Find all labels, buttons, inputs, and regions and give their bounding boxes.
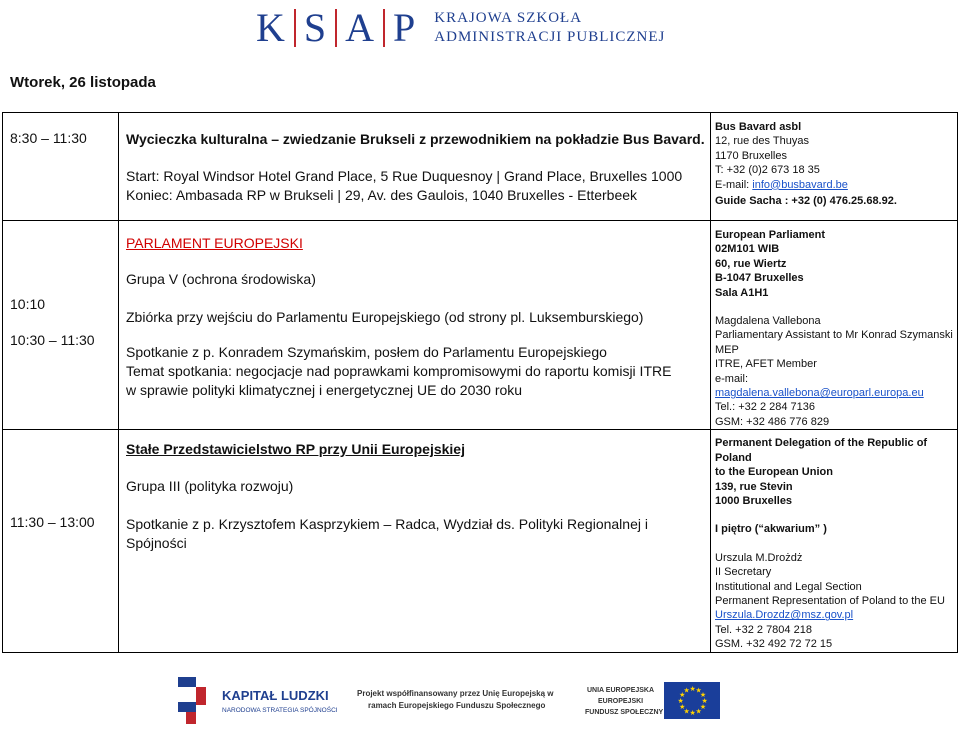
eu-text: UNIA EUROPEJSKA	[587, 687, 655, 694]
activity-cell: PARLAMENT EUROPEJSKI Grupa V (ochrona środowiska) Zbiórka przy wejściu do Parlamentu Europejskiego (od strony pl. Luksemburskiego) Spotkanie z p. Konradem Szymańskim, posłem do Parlamentu Europejskiego Temat spotkania: negocjacje nad poprawkami kompromisowymi do raportu komisji ITRE w sprawie polityki klimatycznej i energetycznej UE do 2030 roku	[119, 221, 711, 430]
logo-divider	[335, 9, 337, 47]
eu-star-icon: ★	[699, 692, 707, 699]
contact-cell: European Parliament 02M101 WIB 60, rue Wiertz B-1047 Bruxelles Sala A1H1 Magdalena Vallebona Parliamentary Assistant to Mr Konrad Szymanski MEP ITRE, AFET Member e-mail: magdalena.vallebona@europarl.europa.eu Tel.: +32 2 284 7136 GSM: +32 486 776 829	[711, 221, 958, 430]
activity-cell: Stałe Przedstawicielstwo RP przy Unii Europejskiej Grupa III (polityka rozwoju) Spotkanie z p. Krzysztofem Kasprzykiem – Radca, Wydział ds. Polityki Regionalnej i Spójności	[119, 430, 711, 652]
ksap-logo	[256, 4, 665, 51]
section-title: Stałe Przedstawicielstwo RP przy Unii Europejskiej	[126, 441, 465, 458]
footer-logos	[0, 672, 959, 727]
eu-star-icon: ★	[683, 708, 690, 716]
group-label: Grupa III (polityka rozwoju)	[126, 478, 294, 495]
eu-star-icon: ★	[679, 704, 686, 711]
ksap-letters	[256, 4, 416, 51]
page-footer	[0, 672, 959, 727]
kl-subtitle: NARODOWA STRATEGIA SPÓJNOŚCI	[222, 707, 338, 714]
kapital-ludzki-logo	[178, 677, 338, 724]
eu-text: EUROPEJSKI	[598, 698, 644, 705]
eu-star-icon: ★	[677, 698, 684, 705]
logo-divider	[294, 9, 296, 47]
table-row	[3, 113, 958, 221]
kl-title: KAPITAŁ LUDZKI	[222, 688, 329, 703]
activity-title: Wycieczka kulturalna – zwiedzanie Brukseli z przewodnikiem na pokładzie Bus Bavard.	[126, 131, 705, 147]
eu-star-icon: ★	[689, 686, 696, 693]
email-link[interactable]: info@busbavard.be	[752, 178, 848, 191]
email-link[interactable]: magdalena.vallebona@europarl.europa.eu	[715, 387, 924, 400]
email-link[interactable]: Urszula.Drozdz@msz.gov.pl	[715, 609, 854, 622]
eu-star-icon: ★	[679, 692, 686, 699]
page-header	[0, 0, 959, 60]
logo-letter: K	[256, 5, 286, 50]
date-heading: Wtorek, 26 listopada	[10, 74, 156, 91]
table-row	[3, 221, 958, 430]
logo-letter: P	[393, 5, 417, 50]
group-label: Grupa V (ochrona środowiska)	[126, 271, 316, 287]
eu-logo	[585, 682, 720, 719]
kl-block	[186, 712, 196, 724]
project-text: Projekt współfinansowany przez Unię Europejską w	[357, 689, 554, 698]
ksap-name: KRAJOWA SZKOŁA ADMINISTRACJI PUBLICZNEJ	[434, 9, 666, 45]
contact-cell: Bus Bavard asbl 12, rue des Thuyas 1170 Bruxelles T: +32 (0)2 673 18 35 E-mail: info@busbavard.be Guide Sacha : +32 (0) 476.25.68.92.	[711, 113, 958, 221]
end-line: Koniec: Ambasada RP w Brukseli | 29, Av. des Gaulois, 1040 Bruxelles - Etterbeek	[126, 187, 638, 203]
eu-star-icon: ★	[695, 708, 702, 716]
eu-star-icon: ★	[695, 687, 702, 695]
eu-star-icon: ★	[701, 698, 708, 705]
schedule-table	[2, 112, 958, 653]
eu-text: FUNDUSZ SPOŁECZNY	[585, 709, 664, 716]
kl-block	[178, 702, 196, 712]
time-cell: 8:30 – 11:30	[3, 113, 119, 221]
kl-block	[178, 677, 196, 687]
time-cell: 10:10 10:30 – 11:30	[3, 221, 119, 430]
project-text: ramach Europejskiego Funduszu Społecznego	[368, 701, 546, 710]
logo-divider	[383, 9, 385, 47]
logo-letter: S	[303, 5, 328, 50]
contact-cell: Permanent Delegation of the Republic of Poland to the European Union 139, rue Stevin 1000 Bruxelles I piętro (“akwarium” ) Urszula M.Drożdż II Secretary Institutional and Legal Section Permanent Representation of Poland to the EU Urszula.Drozdz@msz.gov.pl Tel. +32 2 7804 218 GSM. +32 492 72 72 15	[711, 430, 958, 652]
table-row	[3, 430, 958, 652]
logo-letter: A	[345, 5, 376, 50]
section-title: PARLAMENT EUROPEJSKI	[126, 235, 303, 251]
eu-star-icon: ★	[699, 704, 707, 711]
kl-block	[196, 687, 206, 705]
start-line: Start: Royal Windsor Hotel Grand Place, 5 Rue Duquesnoy | Grand Place, Bruxelles 1000	[126, 168, 683, 184]
time-cell: 11:30 – 13:00	[3, 430, 119, 652]
activity-cell	[119, 113, 711, 221]
eu-star-icon: ★	[689, 710, 696, 717]
eu-star-icon: ★	[683, 687, 690, 695]
